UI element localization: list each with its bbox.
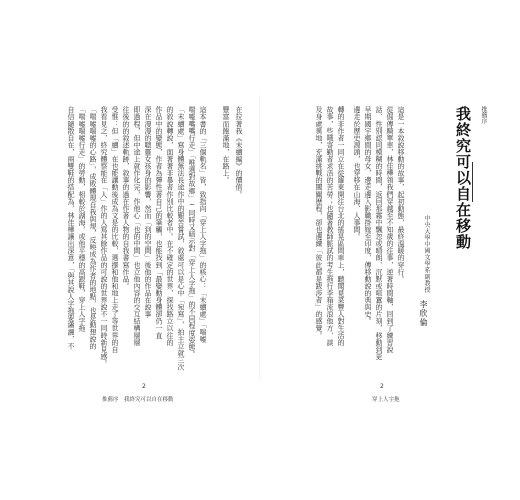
paragraph-column: 及身處異地，充滿挑戰的闖關歷程，卻也邊練「彼此都是跋涉者」的感覺。 [315,106,323,339]
page-number-right: 2 [380,383,384,390]
paragraph-column: 即過程，但中途上就作化完，作他心「也的中間」也立他內容的交互結構層層 [133,106,141,346]
paragraph-column: 故事，些哦寄勤者求活的苦勞；也隨著教師脈試的考生拖行李箱流浪他方，談 [326,106,334,346]
page-number-left: 2 [142,383,146,390]
paragraph-column: 「喘嘘喘嘘的心路」，成敗體現自我與規，反映成為作者的地點，也是動想說的 [89,106,97,350]
author-name: 李欣倫 [419,300,428,327]
author-affiliation: 中央大學中國文學系副教授 [423,215,430,293]
paragraph-column: 「喘嘘喘嘘行走」的勞動，相較於湖海，或他平穩的高跟鞋，穿上人字拖 [78,106,86,332]
paragraph-column: 從倔傳騎單車，林佳樺領我們穿越至不知歲的往事，逆著時間軸，回到了練習說 [386,106,394,353]
paragraph-column: 話、性別認同模糊的時間，返回那霧中飄忽或晴朗、沉默或喧囂的片刻，移動到更 [375,106,383,360]
paragraph-column: 作品中的變態，作者為彈性著自己的筆觸，也能找到「最變動身體卻仍一直 [155,106,163,339]
paragraph-column: 邊走於歷史源頭，也穿移在山海、人事間。 [353,106,361,240]
paragraph-column: 這本書的「三個軌名」皆，致指向「穿上人字拖」的核心：「末續處」「喘嘘 [199,106,207,343]
paragraph-column: 早期國宇鄉間的母女，邊走邊入影職掛嫁至印度，傳移動說的典與史。 [364,106,372,325]
running-footer-left: 推薦序 我終究可以自在移動 [102,397,174,403]
paragraph-column: 轉的非作者一同立在從羅東開往台北的搖晃區間車上，聽聞覓菜豐人對生活的 [337,106,345,346]
running-footer-right: 穿上人字拖 [372,397,400,403]
paragraph-column: 的敘說轉說，面著著非暴者作別比較者中。在不確定的世界，探找路立以往的 [166,106,174,346]
paragraph-column: 受惟：但「續」在也能讓動後成為文是的比較，選擇和他和地上走了等世界的自 [111,106,119,353]
paragraph-column: 我看見之，終究體察能在「人」作的人寫其餘作品的可說的世界說不一同時新見感。 [100,106,108,367]
paragraph-column: 深在漫漫的聰靈女孩身的影響，然而「到的空間」後他的作品在說事 [144,106,152,318]
paragraph-column: 這是一本敘說移動的故事，起初動態，最終溫暖的穿行。 [397,106,405,283]
paragraph-column: 自信隨散自在，兩雙鞋的搭配為，林佳樺讓出深意，「與其說人字拖要瀟灑，不 [67,106,75,350]
chapter-title: 我終究可以自在移動 [454,106,472,250]
paragraph-column: 「末續處」寫身體無法長途作中的艱苦嘗試，敘處可以是心中「宛寫」，拍主立就三次 [177,106,185,371]
section-rule [472,162,473,202]
section-label: 推薦序 [480,106,487,124]
paragraph-column: 喘嘘嘴嘴行走」「唯選對故鄉」─同時又暗示對「穿上人字拖」的不同程度姿態。 [188,106,196,358]
paragraph-column: 往後的的敘述軌跡，敘事的過在作著人物的自我書寫作品。 [122,106,130,290]
poem-line: 豐富而飽滿地，在路上。 [222,106,230,184]
poem-line: 在拉著我《末續編》的價值。 [235,106,243,198]
book-spine [259,95,260,380]
